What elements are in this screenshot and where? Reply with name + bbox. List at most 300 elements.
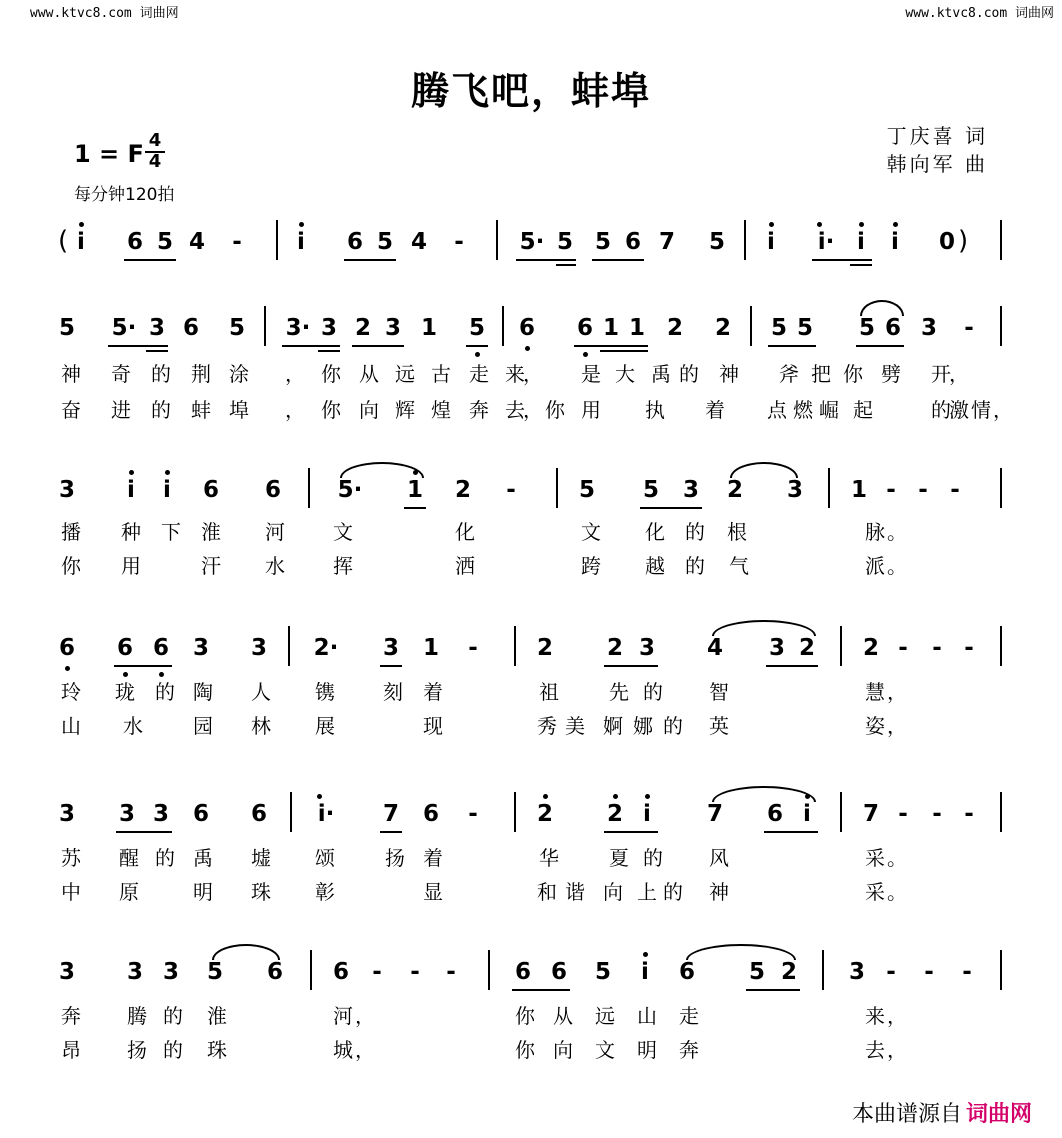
lyric-char: 涂 xyxy=(229,362,249,386)
lyric-char: 你 xyxy=(843,362,863,386)
note: 3 xyxy=(250,635,267,661)
lyric-char: 的 xyxy=(931,398,951,422)
lyricist-credit: 丁庆喜 词 xyxy=(886,124,988,148)
lyric-char: ， xyxy=(523,398,543,422)
lyric-char: 人 xyxy=(251,680,271,704)
lyric-char: 华 xyxy=(539,846,559,870)
lyric-char: 神 xyxy=(719,362,739,386)
lyric-char: 的 xyxy=(685,520,705,544)
lyric-char: 玲 xyxy=(61,680,81,704)
note: 4 xyxy=(706,635,723,661)
lyric-char: 崛 xyxy=(819,398,839,422)
lyric-char: 进 xyxy=(111,398,131,422)
note: 6 xyxy=(766,801,783,827)
key-signature: 1 = F xyxy=(74,140,144,168)
lyric-char: ， xyxy=(355,1038,375,1062)
lyric-char: 珠 xyxy=(207,1038,227,1062)
note: 6 xyxy=(516,314,538,342)
note: 6 xyxy=(624,229,641,255)
note: 5 xyxy=(58,315,75,341)
lyric-char: ， xyxy=(523,362,543,386)
note: 6 xyxy=(202,477,219,503)
note: - xyxy=(898,635,908,661)
note: 3· xyxy=(285,315,311,341)
note: i xyxy=(850,228,872,256)
lyric-char: 墟 xyxy=(251,846,271,870)
lyric-char: 用 xyxy=(581,398,601,422)
lyric-char: 珠 xyxy=(251,880,271,904)
note: - xyxy=(506,477,516,503)
lyrics-verse-2-line-2 xyxy=(0,550,1062,580)
paren-open: ( xyxy=(58,226,69,256)
note: - xyxy=(924,959,934,985)
lyric-char: 奔 xyxy=(61,1004,81,1028)
lyric-char: 向 xyxy=(553,1038,573,1062)
lyric-char: 的 xyxy=(663,880,683,904)
note: 2 xyxy=(536,635,553,661)
lyric-char: 。 xyxy=(887,846,907,870)
lyric-char: 和 xyxy=(537,880,557,904)
note: 3 xyxy=(682,477,699,503)
note: 5 xyxy=(594,959,611,985)
lyrics-verse-2-line-3 xyxy=(0,710,1062,740)
note: 5 xyxy=(708,229,725,255)
barline xyxy=(514,626,516,666)
note: - xyxy=(964,315,974,341)
note: - xyxy=(950,477,960,503)
lyrics-verse-1-line-3 xyxy=(0,676,1062,706)
note: 3 xyxy=(848,959,865,985)
lyric-char: 淮 xyxy=(207,1004,227,1028)
lyric-char: 去 xyxy=(505,398,525,422)
lyric-char: 文 xyxy=(333,520,353,544)
lyric-char: 情 xyxy=(971,398,991,422)
lyric-char: 禹 xyxy=(193,846,213,870)
intro-line xyxy=(0,228,1062,288)
note: 3 xyxy=(118,801,135,827)
lyric-char: 的 xyxy=(151,362,171,386)
note: - xyxy=(962,959,972,985)
note: 3 xyxy=(126,959,143,985)
lyric-char: 原 xyxy=(119,880,139,904)
lyric-char: 你 xyxy=(61,554,81,578)
barline xyxy=(1000,950,1002,990)
note: 1 xyxy=(420,315,437,341)
note: 2 xyxy=(606,635,623,661)
lyric-char: 的 xyxy=(663,714,683,738)
note: 6 xyxy=(514,959,531,985)
note: 6 xyxy=(182,315,199,341)
time-signature xyxy=(145,132,165,171)
note: i xyxy=(884,228,906,256)
lyric-char: 刻 xyxy=(383,680,403,704)
barline xyxy=(840,626,842,666)
lyric-char: 派 xyxy=(865,554,885,578)
lyric-char: 先 xyxy=(609,680,629,704)
note: 2 xyxy=(354,315,371,341)
note: 6 xyxy=(550,959,567,985)
barline xyxy=(310,950,312,990)
lyric-char: 中 xyxy=(61,880,81,904)
lyric-char: 奇 xyxy=(111,362,131,386)
composer-credit: 韩向军 曲 xyxy=(886,152,988,176)
lyric-char: 珑 xyxy=(115,680,135,704)
lyric-char: 你 xyxy=(515,1038,535,1062)
lyrics-verse-2-line-5 xyxy=(0,1034,1062,1064)
lyric-char: 淮 xyxy=(201,520,221,544)
note: 1 xyxy=(850,477,867,503)
note: - xyxy=(886,477,896,503)
lyric-char: 古 xyxy=(431,362,451,386)
lyrics-verse-2-line-4 xyxy=(0,876,1062,906)
lyric-char: ， xyxy=(887,1038,907,1062)
note: 2 xyxy=(798,635,815,661)
lyric-char: 美 xyxy=(565,714,585,738)
lyric-char: 你 xyxy=(515,1004,535,1028)
note: - xyxy=(454,229,464,255)
note: 5 xyxy=(748,959,765,985)
tempo-marking: 每分钟120拍 xyxy=(74,185,175,205)
note: 1 xyxy=(404,476,426,504)
lyric-char: 颂 xyxy=(315,846,335,870)
lyric-char: 姿 xyxy=(865,714,885,738)
lyric-char: 秀 xyxy=(537,714,557,738)
lyric-char: 播 xyxy=(61,520,81,544)
lyric-char: 用 xyxy=(121,554,141,578)
note: 2 xyxy=(604,800,626,828)
source-credit: 本曲谱源自 xyxy=(851,1102,962,1127)
barline xyxy=(1000,626,1002,666)
lyric-char: 奔 xyxy=(469,398,489,422)
lyric-char: 谐 xyxy=(565,880,585,904)
lyric-char: ， xyxy=(949,362,969,386)
lyric-char: 着 xyxy=(705,398,725,422)
note: - xyxy=(932,801,942,827)
barline xyxy=(276,220,278,260)
note: - xyxy=(964,801,974,827)
note: 5 xyxy=(642,477,659,503)
note: 5· xyxy=(519,229,545,255)
note: 3 xyxy=(58,959,75,985)
barline xyxy=(502,306,504,346)
barline xyxy=(1000,306,1002,346)
lyric-char: 走 xyxy=(679,1004,699,1028)
note: i· xyxy=(310,800,342,828)
lyric-char: 。 xyxy=(887,880,907,904)
lyric-char: 苏 xyxy=(61,846,81,870)
lyric-char: 慧 xyxy=(865,680,885,704)
lyric-char: ， xyxy=(285,398,305,422)
barline xyxy=(488,950,490,990)
lyric-char: 燃 xyxy=(793,398,813,422)
lyric-char: 明 xyxy=(193,880,213,904)
note: - xyxy=(468,635,478,661)
note: - xyxy=(232,229,242,255)
note: 5 xyxy=(228,315,245,341)
barline xyxy=(750,306,752,346)
note: 7 xyxy=(862,801,879,827)
lyric-char: 着 xyxy=(423,846,443,870)
lyric-char: 明 xyxy=(637,1038,657,1062)
note: 6 xyxy=(250,801,267,827)
note: - xyxy=(886,959,896,985)
note: 3 xyxy=(162,959,179,985)
note: - xyxy=(932,635,942,661)
lyrics-verse-2-line-1 xyxy=(0,394,1062,424)
note: 3 xyxy=(638,635,655,661)
note: 5 xyxy=(556,229,573,255)
note: 6 xyxy=(574,314,596,342)
note: 2· xyxy=(313,635,339,661)
note: 5 xyxy=(594,229,611,255)
lyric-char: 脉 xyxy=(865,520,885,544)
lyric-char: 现 xyxy=(423,714,443,738)
lyric-char: 夏 xyxy=(609,846,629,870)
note: 1 xyxy=(602,315,619,341)
lyric-char: 采 xyxy=(865,846,885,870)
note: 5 xyxy=(578,477,595,503)
note: 3 xyxy=(384,315,401,341)
note: 2 xyxy=(454,477,471,503)
note: 3 xyxy=(382,635,399,661)
lyric-char: 你 xyxy=(321,362,341,386)
lyric-char: 是 xyxy=(581,362,601,386)
lyric-char: 山 xyxy=(61,714,81,738)
note: 6 xyxy=(266,959,283,985)
note: i· xyxy=(810,228,842,256)
lyric-char: 园 xyxy=(193,714,213,738)
note: 2 xyxy=(726,477,743,503)
lyric-char: 挥 xyxy=(333,554,353,578)
note: 5 xyxy=(858,315,875,341)
lyric-char: 根 xyxy=(727,520,747,544)
lyric-char: 去 xyxy=(865,1038,885,1062)
lyric-char: 城 xyxy=(333,1038,353,1062)
note: - xyxy=(372,959,382,985)
lyric-char: 辉 xyxy=(395,398,415,422)
lyric-char: ， xyxy=(993,398,1013,422)
lyric-char: 奔 xyxy=(679,1038,699,1062)
lyric-char: 智 xyxy=(709,680,729,704)
note: 6 xyxy=(56,634,78,662)
lyric-char: 水 xyxy=(123,714,143,738)
barline xyxy=(840,792,842,832)
lyric-char: 你 xyxy=(545,398,565,422)
note: 4 xyxy=(188,229,205,255)
note: 3 xyxy=(920,315,937,341)
note: 1 xyxy=(422,635,439,661)
lyric-char: 埠 xyxy=(229,398,249,422)
lyric-char: 向 xyxy=(359,398,379,422)
lyric-char: ， xyxy=(355,1004,375,1028)
lyric-char: 激 xyxy=(949,398,969,422)
lyric-char: 气 xyxy=(729,554,749,578)
note: 1 xyxy=(628,315,645,341)
note: 6 xyxy=(332,959,349,985)
lyric-char: ， xyxy=(285,362,305,386)
lyric-char: 的 xyxy=(643,680,663,704)
lyric-char: 走 xyxy=(469,362,489,386)
lyric-char: 点 xyxy=(767,398,787,422)
note: 4 xyxy=(410,229,427,255)
song-title: 腾飞吧，蚌埠 xyxy=(410,68,651,113)
note: i xyxy=(70,228,92,256)
watermark-left: www.ktvc8.com 词曲网 xyxy=(30,6,179,21)
note: 6 xyxy=(422,801,439,827)
note: i xyxy=(796,800,818,828)
note: i xyxy=(156,476,178,504)
lyric-char: 从 xyxy=(359,362,379,386)
lyric-char: 醒 xyxy=(119,846,139,870)
note: 5· xyxy=(337,477,363,503)
lyric-char: 祖 xyxy=(539,680,559,704)
lyric-char: 昂 xyxy=(61,1038,81,1062)
lyrics-verse-1-line-2 xyxy=(0,516,1062,546)
time-signature-bottom: 4 xyxy=(148,151,162,172)
lyric-char: 来 xyxy=(505,362,525,386)
note: 6 xyxy=(150,634,172,662)
lyric-char: 奋 xyxy=(61,398,81,422)
lyric-char: 从 xyxy=(553,1004,573,1028)
lyric-char: 的 xyxy=(679,362,699,386)
lyric-char: 开 xyxy=(931,362,951,386)
barline xyxy=(514,792,516,832)
lyric-char: 起 xyxy=(853,398,873,422)
note: 6 xyxy=(678,959,695,985)
lyric-char: 河 xyxy=(265,520,285,544)
note: 5 xyxy=(466,314,488,342)
note: - xyxy=(918,477,928,503)
lyric-char: 来 xyxy=(865,1004,885,1028)
lyric-char: 河 xyxy=(333,1004,353,1028)
note: - xyxy=(446,959,456,985)
lyric-char: 展 xyxy=(315,714,335,738)
note: 2 xyxy=(780,959,797,985)
note: 5 xyxy=(376,229,393,255)
lyric-char: 化 xyxy=(455,520,475,544)
barline xyxy=(290,792,292,832)
barline xyxy=(1000,220,1002,260)
lyric-char: 。 xyxy=(887,554,907,578)
note: 6 xyxy=(114,634,136,662)
lyric-char: 化 xyxy=(645,520,665,544)
lyric-char: 采 xyxy=(865,880,885,904)
lyric-char: 显 xyxy=(423,880,443,904)
lyric-char: 娜 xyxy=(633,714,653,738)
note: 2 xyxy=(666,315,683,341)
lyric-char: 的 xyxy=(685,554,705,578)
note: - xyxy=(468,801,478,827)
note: 7 xyxy=(706,801,723,827)
lyrics-verse-1-line-1 xyxy=(0,358,1062,388)
note: 5 xyxy=(206,959,223,985)
note: 3 xyxy=(58,477,75,503)
lyric-char: 英 xyxy=(709,714,729,738)
lyric-char: 你 xyxy=(321,398,341,422)
lyric-char: 的 xyxy=(155,846,175,870)
lyric-char: 文 xyxy=(581,520,601,544)
lyric-char: 煌 xyxy=(431,398,451,422)
note: 0 xyxy=(938,229,955,255)
lyric-char: 上 xyxy=(637,880,657,904)
lyric-char: 陶 xyxy=(193,680,213,704)
note: 3 xyxy=(152,801,169,827)
note: 7 xyxy=(658,229,675,255)
lyric-char: 越 xyxy=(645,554,665,578)
lyrics-verse-1-line-5 xyxy=(0,1000,1062,1030)
lyric-char: 。 xyxy=(887,520,907,544)
note: 3 xyxy=(768,635,785,661)
lyric-char: 向 xyxy=(603,880,623,904)
note: 7 xyxy=(382,801,399,827)
lyric-char: 腾 xyxy=(127,1004,147,1028)
note: - xyxy=(964,635,974,661)
note: 3 xyxy=(58,801,75,827)
lyric-char: 的 xyxy=(151,398,171,422)
barline xyxy=(264,306,266,346)
lyric-char: 婀 xyxy=(603,714,623,738)
note: 5 xyxy=(156,229,173,255)
brand-logo: 词曲网 xyxy=(965,1102,1032,1127)
lyric-char: 着 xyxy=(423,680,443,704)
lyric-char: ， xyxy=(887,714,907,738)
paren-close: ) xyxy=(958,226,969,256)
note: 5 xyxy=(770,315,787,341)
lyric-char: 远 xyxy=(395,362,415,386)
lyric-char: 山 xyxy=(637,1004,657,1028)
lyric-char: 种 xyxy=(121,520,141,544)
barline xyxy=(1000,792,1002,832)
note: 3 xyxy=(192,635,209,661)
barline xyxy=(556,468,558,508)
note: - xyxy=(410,959,420,985)
lyric-char: 的 xyxy=(155,680,175,704)
lyric-char: 斧 xyxy=(779,362,799,386)
lyric-char: ， xyxy=(887,1004,907,1028)
lyric-char: 林 xyxy=(251,714,271,738)
note: 6 xyxy=(264,477,281,503)
lyric-char: 的 xyxy=(163,1038,183,1062)
note: 6 xyxy=(884,315,901,341)
barline xyxy=(744,220,746,260)
barline xyxy=(288,626,290,666)
lyric-char: 把 xyxy=(811,362,831,386)
note: 3 xyxy=(148,315,165,341)
lyric-char: 的 xyxy=(163,1004,183,1028)
lyric-char: 远 xyxy=(595,1004,615,1028)
lyric-char: 下 xyxy=(161,520,181,544)
lyric-char: 荆 xyxy=(191,362,211,386)
lyric-char: 禹 xyxy=(651,362,671,386)
note: 5 xyxy=(796,315,813,341)
note: i xyxy=(290,228,312,256)
note: 6 xyxy=(126,229,143,255)
note: 3 xyxy=(786,477,803,503)
time-signature-top: 4 xyxy=(145,132,165,153)
note: 2 xyxy=(714,315,731,341)
lyric-char: 劈 xyxy=(881,362,901,386)
lyric-char: 洒 xyxy=(455,554,475,578)
barline xyxy=(496,220,498,260)
lyric-char: 大 xyxy=(615,362,635,386)
note: 2 xyxy=(534,800,556,828)
lyric-char: 水 xyxy=(265,554,285,578)
barline xyxy=(1000,468,1002,508)
lyric-char: 镌 xyxy=(315,680,335,704)
lyric-char: 神 xyxy=(61,362,81,386)
lyric-char: 扬 xyxy=(385,846,405,870)
lyric-char: ， xyxy=(887,680,907,704)
